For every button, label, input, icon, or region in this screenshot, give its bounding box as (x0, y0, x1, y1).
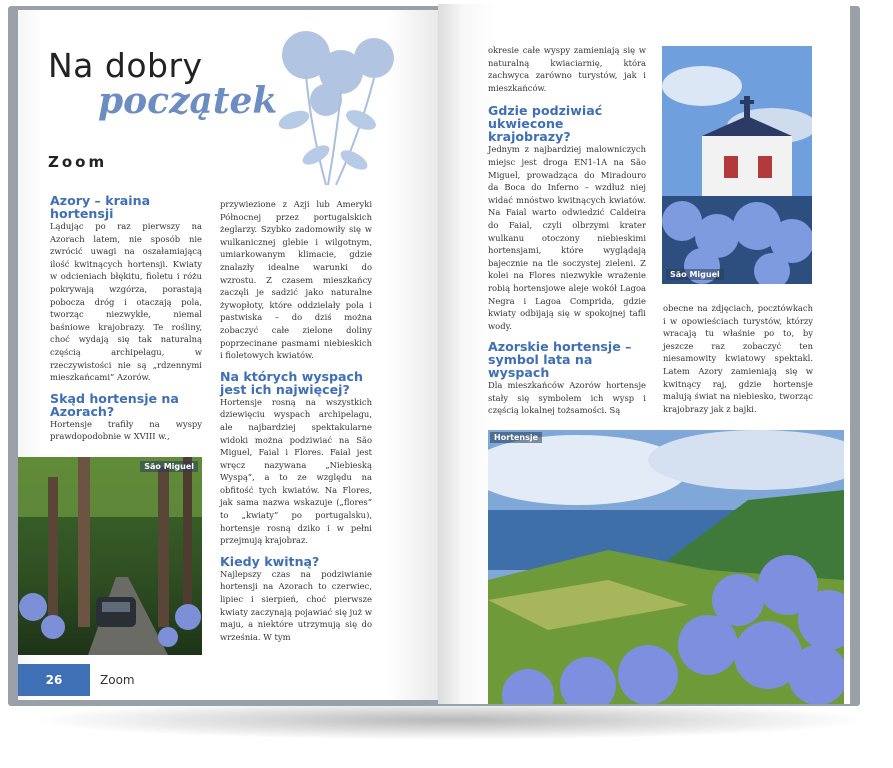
heading-azory: Azory – kraina hortensji (50, 193, 151, 221)
left-page (18, 10, 438, 700)
section-label: Zoom (48, 153, 108, 171)
heading-wyspy: Na których wyspach jest ich najwięcej? (220, 368, 363, 397)
paragraph-gdzie: Jednym z najbardziej malowniczych miejsc jest droga EN1-1A na São Miguel, prowadząca do Miradouro da Boca do Inferno – wzdłuż niej widać mnóstwo kwitnących kwiatów. Na Faial warto odwiedzić Caldeira do Faial, czyli olbrzymi krater wulkanu otoczony niebieskimi hortensjami, które wyglądają bajecznie na tle soczystej zieleni. Z kolei na Flores niezwykłe wrażenie robią hortensjowe aleje wokół Lagoa Negra i Lagoa Comprida, gdzie kwiaty odbijają się w spokojnej tafli wody. (488, 144, 646, 331)
page-number: 26 (18, 664, 90, 696)
road-photo-caption: São Miguel (140, 461, 198, 472)
heading-kiedy: Kiedy kwitną? (220, 553, 320, 569)
church-photo (662, 46, 812, 284)
right-page (438, 4, 850, 704)
book-shadow (30, 700, 870, 740)
right-col-top (488, 44, 646, 417)
paragraph-wyspy: Hortensje rosną na wszystkich dziewięciu wyspach archipelagu, ale najbardziej spektakularne widoki można podziwiać na São Miguel, Faial i Flores. Faial jest wręcz nazywana „Niebieską Wyspą”, a to ze względu na obfitość tych kwiatów. Na Flores, jak sama nazwa wskazuje („flores” to „kwiaty” po portugalsku), hortensje rosną dziko i w pełni przejmują krajobraz. (220, 396, 372, 546)
paragraph-skad-cont: przywiezione z Azji lub Ameryki Północnej przez portugalskich żeglarzy. Szybko zadomowiły się w wulkanicznej glebie i wilgotnym, umiarkowanym klimacie, gdzie znalazły idealne warunki do wzrostu. Z czasem mieszkańcy zaczęli je sadzić jako naturalne żywopłoty, które oddzielały pola i pastwiska – do dziś można zobaczyć całe zielone doliny poprzecinane pasmami niebieskich i fioletowych kwiatów. (220, 199, 372, 361)
right-column (220, 198, 372, 643)
paragraph-top: okresie całe wyspy zamieniają się w naturalną kwiaciarnię, która zachwyca zarówno turystów, jak i mieszkańców. (488, 45, 646, 93)
hydrangea-illustration (266, 20, 406, 190)
paragraph-kiedy: Najlepszy czas na podziwianie hortensji na Azorach to czerwiec, lipiec i sierpień, choć pierwsze kwiaty zaczynają pojawiać się już w maju, a niektóre utrzymują się do września. W tym (220, 568, 372, 642)
church-photo-caption: São Miguel (666, 269, 724, 280)
footer-label: Zoom (100, 673, 135, 687)
right-col-end (663, 302, 813, 415)
paragraph-symbol: Dla mieszkańców Azorów hortensje stały się symbolem ich wysp i częścią lokalnej tożsamości. Są (488, 380, 646, 416)
paragraph-skad: Hortensje trafiły na wyspy prawdopodobnie w XVIII w., (50, 418, 202, 442)
heading-symbol: Azorskie hortensje – symbol lata na wyspach (488, 339, 632, 381)
paragraph-azory: Lądując po raz pierwszy na Azorach latem, nie sposób nie zwrócić uwagi na oszałamiającą ilość kwitnących hortensji. Kwiaty w odcieniach błękitu, fioletu i różu pokrywają wzgórza, porastają pobocza dróg i otaczają pola, tworząc niezwykłe, niemal baśniowe krajobrazy. Te rośliny, choć wydają się tak naturalną częścią archipelagu, w rzeczywistości nie są „rdzennymi mieszkańcami” Azorów. (50, 221, 202, 383)
title-line1: Na dobry (48, 46, 203, 85)
title-line2: początek (98, 80, 278, 122)
landscape-photo (488, 430, 844, 704)
landscape-photo-caption: Hortensje (490, 432, 542, 443)
road-photo (18, 457, 202, 655)
paragraph-end: obecne na zdjęciach, pocztówkach i w opowieściach turystów, którzy wracają tu właśnie po to, by jeszcze raz zobaczyć ten niesamowity kwiatowy spektakl. Latem Azory zamieniają się w kwitnący raj, gdzie hortensje malują świat na niebiesko, tworząc krajobrazy jak z bajki. (663, 303, 813, 414)
left-column (50, 194, 202, 443)
heading-skad: Skąd hortensje na Azorach? (50, 390, 179, 419)
heading-gdzie: Gdzie podziwiać ukwiecone krajobrazy? (488, 103, 603, 145)
